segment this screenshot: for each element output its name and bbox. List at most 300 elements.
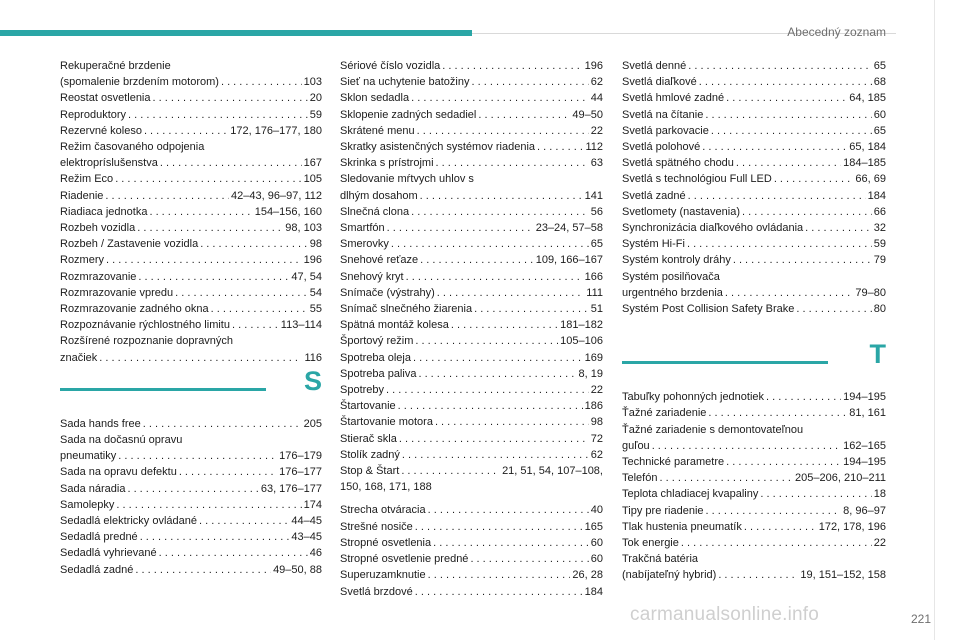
index-entry — [60, 204, 322, 220]
entry-pages: 98 — [590, 416, 603, 429]
entry-label: Svetlá zadné — [622, 189, 686, 202]
entry-pages: 8, 96–97 — [843, 504, 886, 517]
entry-label: Rozmrazovanie — [60, 270, 137, 283]
entry-label: Svetlá parkovacie — [622, 124, 709, 137]
entry-label-line: Rozšírené rozpoznanie dopravných — [60, 335, 234, 348]
index-entry-row — [340, 301, 603, 317]
entry-label: Rozmery — [60, 254, 105, 267]
watermark: carmanualsonline.info — [630, 604, 820, 625]
entry-pages: 80 — [873, 303, 886, 316]
leader-dots — [687, 236, 872, 252]
leader-dots — [415, 519, 583, 535]
leader-dots — [149, 204, 252, 220]
entry-label: Stropné osvetlenia — [340, 536, 432, 549]
index-entry — [60, 171, 322, 187]
index-entry — [340, 414, 603, 430]
entry-label: Systém kontroly dráhy — [622, 254, 731, 267]
entry-pages: 113–114 — [280, 319, 322, 332]
index-column-1 — [60, 58, 322, 578]
entry-label: Strešné nosiče — [340, 520, 413, 533]
index-entry — [340, 236, 603, 252]
index-entry-row — [60, 236, 322, 252]
entry-label: Sklopenie zadných sedadiel — [340, 108, 477, 121]
index-entry — [60, 269, 322, 285]
index-entry-row — [622, 220, 886, 236]
entry-pages: 46 — [309, 547, 322, 560]
entry-pages: 8, 19 — [578, 367, 603, 380]
section-letter: S — [303, 365, 322, 396]
entry-label: Štartovanie — [340, 400, 396, 413]
index-entry-row — [340, 155, 603, 171]
leader-dots — [418, 366, 576, 382]
index-entry — [340, 567, 603, 583]
entry-label: Sedadlá predné — [60, 531, 138, 544]
entry-label: Reostat osvetlenia — [60, 92, 151, 105]
index-entry-row — [60, 252, 322, 268]
section-divider-s — [60, 366, 322, 416]
leader-dots — [106, 252, 302, 268]
leader-dots — [415, 584, 583, 600]
entry-pages: 63 — [590, 157, 603, 170]
leader-dots — [774, 171, 854, 187]
index-entry-row — [622, 535, 886, 551]
entry-label: Športový režim — [340, 335, 414, 348]
entry-label: Skratky asistenčných systémov riadenia — [340, 141, 536, 154]
entry-pages: 44 — [590, 92, 603, 105]
entry-label: Stropné osvetlenie predné — [340, 553, 469, 566]
entry-label: Rozmrazovanie zadného okna — [60, 303, 209, 316]
entry-pages: 167 — [303, 157, 322, 170]
index-entry — [622, 535, 886, 551]
leader-dots — [705, 107, 871, 123]
leader-dots — [153, 90, 308, 106]
leader-dots — [175, 285, 308, 301]
index-entry-row — [622, 519, 886, 535]
index-entry-row — [340, 382, 603, 398]
index-entry-row — [622, 301, 886, 317]
index-entry-row — [622, 389, 886, 405]
index-entry-row — [60, 513, 322, 529]
index-entry-row — [340, 502, 603, 518]
index-entry-row — [622, 90, 886, 106]
index-group-t — [622, 389, 886, 583]
entry-label: elektropríslušenstva — [60, 157, 158, 170]
entry-pages: 55 — [309, 303, 322, 316]
entry-pages: 184 — [584, 585, 603, 598]
index-entry-row — [340, 350, 603, 366]
entry-pages: 205 — [303, 417, 322, 430]
index-entry — [622, 155, 886, 171]
index-entry — [60, 123, 322, 139]
leader-dots — [681, 535, 872, 551]
entry-label: Superuzamknutie — [340, 569, 426, 582]
leader-dots — [140, 529, 290, 545]
entry-pages-continued: 150, 168, 171, 188 — [340, 481, 432, 494]
entry-pages: 62 — [590, 76, 603, 89]
index-entry — [60, 416, 322, 432]
index-group-s-cont — [340, 58, 603, 463]
entry-pages: 59 — [309, 108, 322, 121]
index-entry — [60, 464, 322, 480]
entry-label: Strecha otváracia — [340, 504, 426, 517]
entry-label: Tabuľky pohonných jednotiek — [622, 391, 765, 404]
leader-dots — [200, 236, 308, 252]
index-entry — [340, 123, 603, 139]
index-entry — [340, 519, 603, 535]
leader-dots — [401, 463, 500, 479]
entry-label: Riadiaca jednotka — [60, 205, 148, 218]
index-entry-row — [60, 350, 322, 366]
index-entry — [340, 220, 603, 236]
index-entry-row — [60, 90, 322, 106]
index-entry — [60, 285, 322, 301]
entry-label-line: Sada na dočasnú opravu — [60, 434, 183, 447]
entry-label: Snehové reťaze — [340, 254, 419, 267]
index-group-sv — [622, 58, 886, 317]
index-group-s — [60, 416, 322, 578]
index-entry — [60, 58, 322, 90]
entry-label-line: Sledovanie mŕtvych uhlov s — [340, 173, 474, 186]
index-entry-row — [622, 405, 886, 421]
index-entry — [60, 220, 322, 236]
leader-dots — [474, 301, 589, 317]
header-accent-bar — [0, 30, 472, 36]
index-entry-row — [340, 567, 603, 583]
index-entry-row — [60, 317, 322, 333]
leader-dots — [470, 551, 588, 567]
index-entry-row — [60, 188, 322, 204]
index-entry-row — [60, 107, 322, 123]
entry-label: (spomalenie brzdením motorom) — [60, 76, 219, 89]
entry-label: Sedadlá vyhrievané — [60, 547, 157, 560]
section-letter: T — [869, 339, 886, 370]
entry-label: Rezervné koleso — [60, 124, 142, 137]
entry-pages: 141 — [584, 189, 603, 202]
index-entry-row — [60, 545, 322, 561]
index-entry-row — [622, 454, 886, 470]
entry-pages: 154–156, 160 — [254, 205, 322, 218]
entry-pages: 111 — [586, 286, 603, 299]
index-entry — [340, 171, 603, 203]
leader-dots — [420, 188, 583, 204]
entry-pages: 65 — [873, 60, 886, 72]
entry-label: Smartfón — [340, 222, 385, 235]
leader-dots — [411, 90, 589, 106]
index-entry — [340, 204, 603, 220]
leader-dots — [702, 139, 847, 155]
leader-dots — [413, 350, 583, 366]
index-entry-row — [622, 171, 886, 187]
entry-label: Svetlá na čítanie — [622, 108, 704, 121]
leader-dots — [116, 497, 301, 513]
entry-pages: 63, 176–177 — [260, 482, 322, 495]
index-entry-row — [340, 269, 603, 285]
entry-label: Systém Post Collision Safety Brake — [622, 303, 795, 316]
entry-label: Svetlá polohové — [622, 141, 701, 154]
index-entry-row — [340, 414, 603, 430]
index-entry-row — [340, 107, 603, 123]
index-entry-row — [622, 285, 886, 301]
index-entry-row — [622, 503, 886, 519]
index-entry-row — [622, 188, 886, 204]
leader-dots — [726, 454, 841, 470]
entry-pages: 174 — [303, 498, 322, 511]
index-entry — [622, 74, 886, 90]
index-entry-row — [60, 562, 322, 578]
index-group-s-end — [340, 502, 603, 599]
index-entry — [340, 317, 603, 333]
index-entry-row — [60, 481, 322, 497]
entry-label: Svetlá spätného chodu — [622, 157, 734, 170]
leader-dots — [726, 90, 847, 106]
entry-label: Sedadlá elektricky ovládané — [60, 515, 197, 528]
leader-dots — [733, 252, 872, 268]
entry-label: Svetlá denné — [622, 60, 687, 72]
leader-dots — [387, 220, 534, 236]
index-entry — [622, 422, 886, 454]
leader-dots — [417, 123, 589, 139]
entry-pages: 20 — [309, 92, 322, 105]
entry-label: Snímače (výstrahy) — [340, 286, 435, 299]
leader-dots — [399, 431, 589, 447]
leader-dots — [398, 398, 583, 414]
leader-dots — [135, 562, 271, 578]
entry-pages: 65, 184 — [849, 141, 886, 154]
entry-label: Rozbeh vozidla — [60, 222, 136, 235]
index-entry-row — [622, 74, 886, 90]
section-divider-t — [622, 339, 886, 389]
index-group-r — [60, 58, 322, 366]
entry-pages: 43–45 — [291, 531, 322, 544]
index-entry-row — [340, 447, 603, 463]
entry-label: Skrátené menu — [340, 124, 415, 137]
index-entry-row — [60, 301, 322, 317]
leader-dots — [437, 285, 585, 301]
entry-pages: 60 — [590, 536, 603, 549]
index-entry — [60, 529, 322, 545]
entry-label: Sada hands free — [60, 417, 141, 430]
index-column-2 — [340, 58, 603, 600]
leader-dots — [433, 535, 589, 551]
index-entry-row — [60, 285, 322, 301]
entry-label: Tok energie — [622, 537, 679, 550]
index-entry — [340, 431, 603, 447]
entry-label: Svetlá s technológiou Full LED — [622, 173, 772, 186]
index-entry-row — [340, 366, 603, 382]
index-entry-row — [60, 269, 322, 285]
leader-dots — [428, 567, 571, 583]
entry-label: urgentného brzdenia — [622, 286, 723, 299]
entry-pages: 176–179 — [279, 450, 322, 463]
leader-dots — [766, 389, 841, 405]
entry-label: Teplota chladiacej kvapaliny — [622, 488, 759, 501]
leader-dots — [708, 405, 847, 421]
leader-dots — [796, 301, 871, 317]
entry-pages: 172, 176–177, 180 — [230, 124, 322, 137]
entry-pages: 23–24, 57–58 — [535, 222, 603, 235]
index-entry-row — [622, 567, 886, 583]
index-entry — [340, 502, 603, 518]
index-entry — [340, 74, 603, 90]
leader-dots — [232, 317, 279, 333]
index-entry-row — [340, 535, 603, 551]
index-entry-row — [340, 317, 603, 333]
section-bar — [622, 361, 828, 364]
index-entry — [340, 269, 603, 285]
entry-label: Slnečná clona — [340, 205, 410, 218]
index-entry-row — [340, 252, 603, 268]
index-entry — [340, 107, 603, 123]
entry-pages: 66 — [873, 205, 886, 218]
index-entry — [340, 252, 603, 268]
leader-dots — [436, 155, 589, 171]
index-entry — [622, 139, 886, 155]
entry-label: (nabíjateľný hybrid) — [622, 569, 717, 582]
index-entry-row — [622, 236, 886, 252]
leader-dots — [199, 513, 289, 529]
leader-dots — [211, 301, 308, 317]
leader-dots — [143, 416, 302, 432]
index-entry — [60, 481, 322, 497]
leader-dots — [115, 171, 301, 187]
entry-label: Telefón — [622, 472, 658, 485]
index-entry-row — [622, 58, 886, 74]
entry-label: Systém Hi-Fi — [622, 238, 685, 251]
entry-pages: 60 — [590, 553, 603, 566]
leader-dots — [99, 350, 302, 366]
leader-dots — [420, 252, 534, 268]
entry-pages: 56 — [590, 205, 603, 218]
index-entry — [622, 236, 886, 252]
entry-pages: 40 — [590, 504, 603, 517]
index-entry-row — [60, 155, 322, 171]
leader-dots — [744, 519, 817, 535]
leader-dots — [706, 503, 842, 519]
leader-dots — [760, 486, 871, 502]
entry-label: Skrinka s prístrojmi — [340, 157, 434, 170]
index-entry — [622, 90, 886, 106]
index-entry — [622, 389, 886, 405]
index-entry-row — [60, 529, 322, 545]
index-entry — [622, 107, 886, 123]
entry-pages: 21, 51, 54, 107–108, — [502, 465, 603, 478]
entry-pages: 18 — [873, 488, 886, 501]
entry-label: značiek — [60, 351, 98, 364]
index-entry — [60, 301, 322, 317]
entry-pages: 166 — [584, 270, 603, 283]
index-entry-row — [60, 171, 322, 187]
leader-dots — [688, 58, 872, 74]
entry-pages: 194–195 — [843, 456, 886, 469]
page-header-title: Abecedný zoznam — [787, 25, 886, 39]
entry-pages: 32 — [873, 222, 886, 235]
leader-dots — [137, 220, 283, 236]
leader-dots — [725, 285, 853, 301]
entry-label: Svetlá diaľkové — [622, 76, 697, 89]
page-number: 221 — [911, 612, 932, 626]
entry-pages: 98, 103 — [285, 222, 322, 235]
index-entry-row — [340, 584, 603, 600]
index-entry-row — [622, 438, 886, 454]
leader-dots — [659, 470, 793, 486]
entry-label: Svetlá hmlové zadné — [622, 92, 725, 105]
entry-pages: 184 — [867, 189, 886, 202]
index-entry-row — [340, 188, 603, 204]
index-entry — [60, 333, 322, 365]
index-entry-row — [340, 236, 603, 252]
index-entry — [340, 155, 603, 171]
leader-dots — [406, 269, 583, 285]
entry-pages: 65 — [590, 238, 603, 251]
leader-dots — [688, 188, 866, 204]
index-entry-row — [340, 551, 603, 567]
leader-dots — [127, 481, 258, 497]
entry-label: Sieť na uchytenie batožiny — [340, 76, 470, 89]
index-entry — [622, 405, 886, 421]
entry-label-line: Rekuperačné brzdenie — [60, 60, 171, 72]
index-entry-row — [622, 204, 886, 220]
index-entry-row — [60, 220, 322, 236]
entry-label: Sedadlá zadné — [60, 563, 134, 576]
index-entry — [60, 497, 322, 513]
index-entry — [340, 584, 603, 600]
entry-label: Tlak hustenia pneumatík — [622, 520, 742, 533]
entry-label: Spotreby — [340, 384, 385, 397]
index-entry-row — [622, 470, 886, 486]
entry-pages: 72 — [590, 432, 603, 445]
entry-pages: 64, 185 — [849, 92, 886, 105]
entry-pages: 49–50, 88 — [273, 563, 322, 576]
index-entry — [60, 252, 322, 268]
index-entry-row — [622, 252, 886, 268]
index-entry-row — [340, 58, 603, 74]
index-entry-stop-start — [340, 463, 603, 495]
entry-pages: 22 — [590, 124, 603, 137]
entry-pages: 112 — [585, 141, 603, 154]
section-bar — [60, 388, 266, 391]
entry-pages: 81, 161 — [849, 407, 886, 420]
leader-dots — [386, 382, 589, 398]
leader-dots — [718, 567, 798, 583]
index-entry — [622, 123, 886, 139]
leader-dots — [402, 447, 589, 463]
leader-dots — [138, 269, 289, 285]
entry-label: Reproduktory — [60, 108, 127, 121]
entry-pages: 172, 178, 196 — [818, 520, 886, 533]
entry-pages: 42–43, 96–97, 112 — [231, 189, 322, 202]
entry-pages: 181–182 — [560, 319, 603, 332]
index-entry — [622, 188, 886, 204]
index-entry — [340, 285, 603, 301]
leader-dots — [391, 236, 589, 252]
leader-dots — [805, 220, 872, 236]
index-entry-row — [340, 123, 603, 139]
entry-pages: 65 — [873, 124, 886, 137]
entry-label-line: Režim časovaného odpojenia — [60, 141, 205, 154]
leader-dots — [428, 502, 589, 518]
entry-pages: 54 — [309, 286, 322, 299]
entry-label: dlhým dosahom — [340, 189, 418, 202]
index-entry-row — [622, 107, 886, 123]
entry-pages: 162–165 — [843, 439, 886, 452]
index-entry-row — [622, 139, 886, 155]
index-entry — [60, 317, 322, 333]
entry-label: Snehový kryt — [340, 270, 404, 283]
entry-label: Smerovky — [340, 238, 389, 251]
entry-pages: 60 — [873, 108, 886, 121]
index-entry — [622, 58, 886, 74]
index-column-3 — [622, 58, 886, 584]
